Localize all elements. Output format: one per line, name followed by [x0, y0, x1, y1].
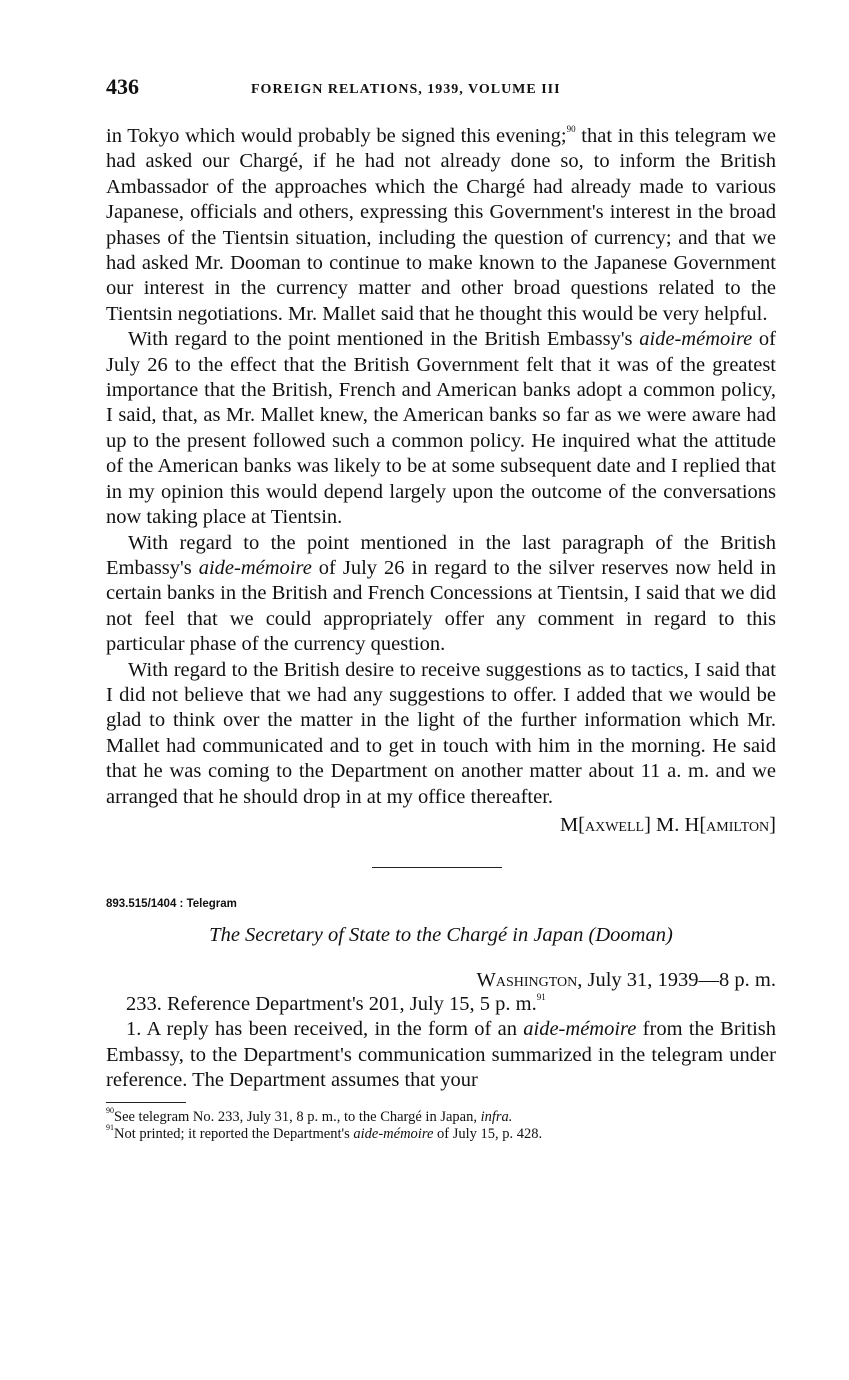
paragraph-2-text-b: of July 26 to the effect that the British Government felt that it was of the greatest importance that the British, French and American banks adopt a common policy, I said, that, as Mr. Mallet knew, the American banks so far as we were aware had up to the present followed such a common policy. He inquired what the attitude of the American banks was likely to be at some subsequent date and I replied that in my opinion this would depend largely upon the outcome of the conversations now taking place at Tientsin.	[106, 328, 777, 529]
dateline	[106, 969, 776, 992]
telegram-paragraph-2-text-b: from the British Embassy, to the Department's communication summarized in the telegram under reference. The Department assumes that your	[106, 1018, 776, 1092]
paragraph-2-emphasis: aide-mémoire	[639, 328, 753, 351]
footnote-divider	[106, 1102, 186, 1103]
dateline-date: , July 31, 1939—8 p. m.	[577, 968, 776, 991]
footnote-91	[106, 1122, 776, 1143]
file-number: 893.515/1404 : Telegram	[106, 897, 237, 910]
telegram-body	[106, 992, 776, 1094]
document-title: The Secretary of State to the Chargé in Japan (Dooman)	[209, 923, 673, 946]
footnote-ref-91[interactable]: 91	[536, 991, 546, 1002]
dateline-place: Washington	[476, 968, 578, 991]
telegram-paragraph-1	[106, 992, 776, 1017]
telegram-paragraph-1-text: 233. Reference Department's 201, July 15, 5 p. m.	[126, 992, 537, 1015]
page-header	[106, 70, 776, 104]
paragraph-3-text-a: With regard to the point mentioned in the last paragraph of the British Embassy's	[106, 531, 776, 579]
paragraph-1	[106, 124, 776, 327]
telegram-paragraph-2-text-a: 1. A reply has been received, in the form of an	[126, 1018, 524, 1041]
signature-end: ]	[769, 813, 776, 836]
page-number: 436	[106, 74, 139, 99]
signature-m: M[	[559, 813, 585, 836]
footnote-ref-90[interactable]: 90	[566, 124, 576, 134]
paragraph-3-emphasis: aide-mémoire	[198, 556, 312, 579]
telegram-paragraph-2	[106, 1017, 776, 1093]
footnote-90	[106, 1105, 776, 1126]
footnote-91-mark: 91	[106, 1122, 114, 1132]
paragraph-1-text-b: that in this telegram we had asked our Chargé, if he had not already done so, to inform the British Ambassador of the approaches which the Chargé had already made to various Japanese, officials and others, expressing this Government's interest in the broad phases of the Tientsin situation, including the question of currency; and that we had asked Mr. Dooman to continue to make known to the Japanese Government our interest in the currency matter and other broad questions related to the Tientsin negotiations. Mr. Mallet said that he thought this would be very helpful.	[106, 125, 776, 325]
signature-amilton: amilton	[706, 813, 770, 836]
signature-axwell: axwell	[585, 813, 645, 836]
footnote-91-text-a: Not printed; it reported the Department's	[114, 1125, 354, 1142]
footnote-90-mark: 90	[106, 1105, 114, 1115]
document-page	[106, 70, 776, 1143]
running-head: FOREIGN RELATIONS, 1939, VOLUME III	[251, 82, 561, 97]
paragraph-4: With regard to the British desire to receive suggestions as to tactics, I said that I did not believe that we had any suggestions to offer. I added that we would be glad to think over the matter in the light of the further information which Mr. Mallet had communicated and to get in touch with him in the morning. He said that he was coming to the Department on another matter about 11 a. m. and we arranged that he should drop in at my office thereafter.	[106, 658, 776, 808]
signature-mid: ] M. H[	[644, 813, 707, 836]
section-divider	[372, 867, 502, 868]
footnote-90-text: See telegram No. 233, July 31, 8 p. m., to the Chargé in Japan,	[114, 1108, 481, 1125]
footnote-91-emphasis: aide-mémoire	[353, 1125, 434, 1142]
paragraph-3	[106, 531, 776, 658]
paragraph-3-text-b: of July 26 in regard to the silver reserves now held in certain banks in the British and French Concessions at Tientsin, I said that we did not feel that we could appropriately offer any comment in regard to this particular phase of the currency question.	[106, 556, 777, 656]
footnotes	[106, 1105, 776, 1143]
paragraph-1-text-a: in Tokyo which would probably be signed this evening;	[106, 125, 567, 147]
memorandum-body	[106, 124, 776, 810]
signature	[106, 814, 776, 837]
paragraph-2	[106, 327, 776, 530]
footnote-90-emphasis: infra.	[480, 1108, 513, 1125]
paragraph-2-text-a: With regard to the point mentioned in the British Embassy's	[128, 328, 640, 351]
footnote-91-text-b: of July 15, p. 428.	[433, 1125, 543, 1142]
telegram-paragraph-2-emphasis: aide-mémoire	[523, 1018, 637, 1041]
